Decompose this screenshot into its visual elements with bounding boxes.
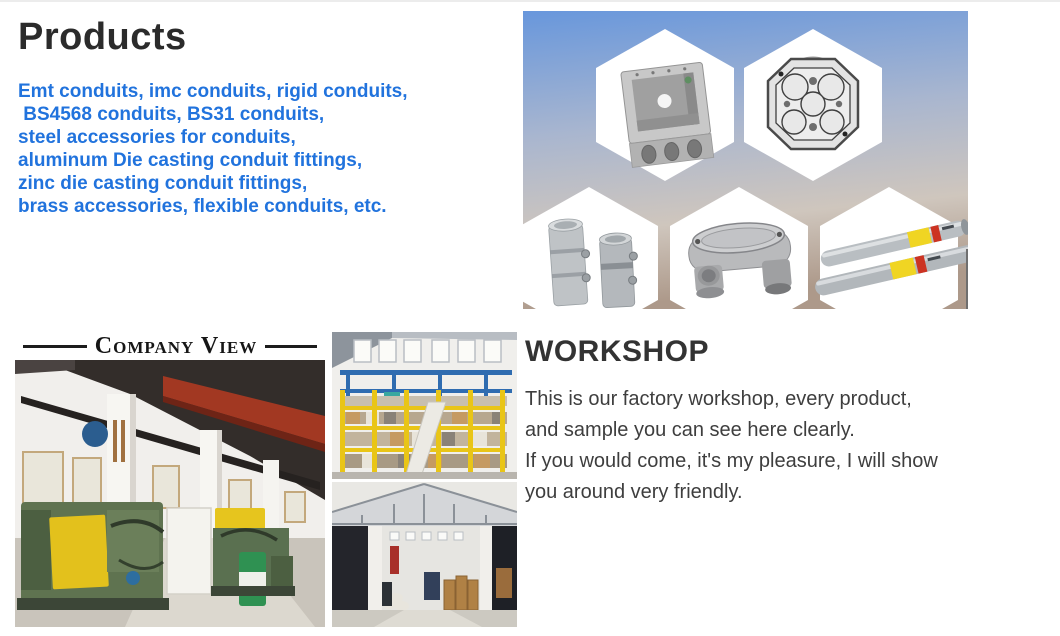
products-line-2: BS4568 conduits, BS31 conduits,: [18, 104, 325, 125]
warehouse-interior-graphic: [332, 482, 517, 627]
weatherproof-box-icon: [621, 62, 714, 167]
warehouse-racks-photo: [332, 332, 517, 479]
factory-workshop-photo: [15, 360, 325, 627]
octagon-box-icon: [768, 57, 858, 150]
company-view-figure: [15, 332, 325, 627]
products-line-1: Emt conduits, imc conduits, rigid conduits,: [18, 81, 408, 102]
products-line-5: zinc die casting conduit fittings,: [18, 173, 308, 194]
workshop-title: WORKSHOP: [525, 335, 709, 368]
products-section: [18, 14, 498, 218]
company-view-title: Company View: [94, 332, 258, 359]
warehouse-interior-photo: [332, 482, 517, 627]
workshop-line-1: This is our factory workshop, every product,: [525, 388, 912, 410]
products-line-3: steel accessories for conduits,: [18, 127, 296, 148]
products-line-6: brass accessories, flexible conduits, etc.: [18, 196, 387, 217]
products-title: Products: [18, 16, 187, 58]
collage-graphic: [523, 11, 968, 309]
workshop-line-3: If you would come, it's my pleasure, I will show: [525, 450, 938, 472]
header-rule-left: [23, 345, 87, 348]
company-view-header: [15, 332, 325, 360]
products-collage-image: [523, 11, 968, 309]
warehouse-racks-graphic: [332, 332, 517, 479]
stacked-boxes: [444, 576, 478, 610]
workshop-section: [525, 335, 1045, 508]
header-rule-right: [265, 345, 317, 348]
products-line-4: aluminum Die casting conduit fittings,: [18, 150, 363, 171]
die-casting-machine: [17, 502, 169, 610]
workshop-line-2: and sample you can see here clearly.: [525, 419, 855, 441]
workshop-line-4: you around very friendly.: [525, 481, 743, 503]
